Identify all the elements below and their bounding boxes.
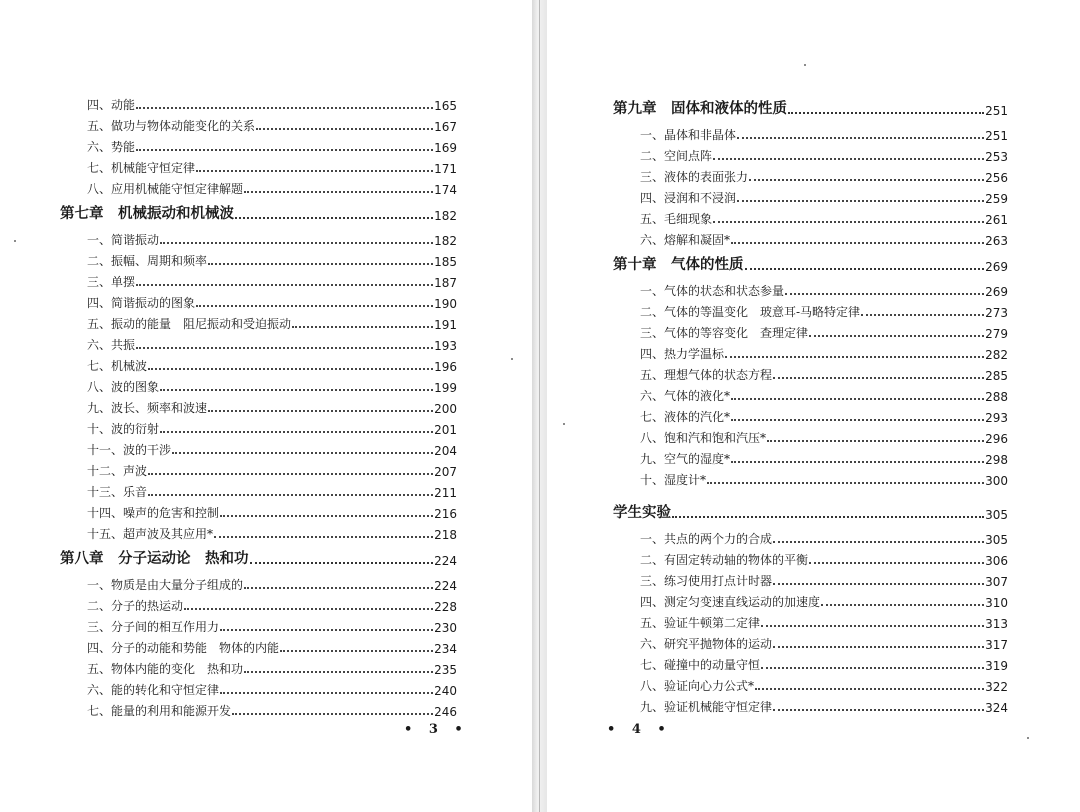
left-page	[0, 0, 532, 812]
section-title: 一、晶体和非晶体	[640, 128, 737, 142]
page-reference: 187	[434, 276, 457, 290]
page-reference: 191	[434, 318, 457, 332]
toc-section-entry	[613, 206, 1008, 227]
toc-section-entry	[60, 374, 457, 395]
section-title: 一、物质是由大量分子组成的	[87, 578, 244, 592]
chapter-title: 第八章 分子运动论 热和功	[60, 550, 249, 567]
toc-section-entry	[613, 568, 1008, 589]
section-title: 八、饱和汽和饱和汽压*	[640, 431, 767, 445]
page-reference: 251	[985, 104, 1008, 118]
table-of-contents-right	[613, 92, 1008, 715]
dot-leader	[773, 695, 984, 711]
section-title: 三、气体的等容变化 查理定律	[640, 326, 809, 340]
page-reference: 288	[985, 390, 1008, 404]
section-title: 三、单摆	[87, 275, 136, 289]
chapter-title: 第九章 固体和液体的性质	[613, 100, 787, 117]
section-title: 七、机械能守恒定律	[87, 161, 196, 175]
dot-leader	[725, 342, 984, 358]
section-title: 二、气体的等温变化 玻意耳-马略特定律	[640, 305, 861, 319]
page-reference: 307	[985, 575, 1008, 589]
page-reference: 228	[434, 600, 457, 614]
page-reference: 285	[985, 369, 1008, 383]
section-title: 五、振动的能量 阻尼振动和受迫振动	[87, 317, 292, 331]
dot-leader	[214, 522, 433, 538]
toc-section-entry	[613, 631, 1008, 652]
section-title: 六、能的转化和守恒定律	[87, 683, 220, 697]
section-title: 十、波的衍射	[87, 422, 160, 436]
toc-section-entry	[60, 113, 457, 134]
page-reference: 234	[434, 642, 457, 656]
page-reference: 256	[985, 171, 1008, 185]
toc-section-entry	[60, 248, 457, 269]
section-title: 三、练习使用打点计时器	[640, 574, 773, 588]
section-title: 八、验证向心力公式*	[640, 679, 755, 693]
section-title: 五、物体内能的变化 热和功	[87, 662, 244, 676]
section-title: 五、毛细现象	[640, 212, 713, 226]
dot-leader	[809, 548, 984, 564]
section-title: 一、气体的状态和状态参量	[640, 284, 785, 298]
dot-leader	[749, 165, 984, 181]
dot-leader	[220, 615, 433, 631]
page-reference: 211	[434, 486, 457, 500]
dot-leader	[731, 228, 984, 244]
scan-speck	[1027, 737, 1029, 739]
dot-leader	[821, 590, 984, 606]
dot-leader	[707, 468, 984, 484]
dot-leader	[767, 426, 984, 442]
dot-leader	[136, 270, 433, 286]
dot-leader	[731, 447, 984, 463]
page-reference: 273	[985, 306, 1008, 320]
page-reference: 305	[985, 508, 1008, 522]
table-of-contents-left	[60, 92, 457, 719]
dot-leader	[731, 384, 984, 400]
toc-section-entry	[60, 500, 457, 521]
section-title: 四、测定匀变速直线运动的加速度	[640, 595, 821, 609]
page-reference: 293	[985, 411, 1008, 425]
dot-leader	[244, 573, 433, 589]
toc-section-entry	[60, 593, 457, 614]
toc-section-entry	[60, 92, 457, 113]
dot-leader	[785, 279, 984, 295]
page-reference: 167	[434, 120, 457, 134]
section-title: 七、能量的利用和能源开发	[87, 704, 232, 718]
section-title: 四、简谐振动的图象	[87, 296, 196, 310]
page-reference: 216	[434, 507, 457, 521]
page-reference: 224	[434, 579, 457, 593]
dot-leader	[196, 291, 433, 307]
toc-section-entry	[613, 694, 1008, 715]
section-title: 八、波的图象	[87, 380, 160, 394]
toc-section-entry	[613, 652, 1008, 673]
section-title: 五、理想气体的状态方程	[640, 368, 773, 382]
page-reference: 200	[434, 402, 457, 416]
page-reference: 185	[434, 255, 457, 269]
page-reference: 240	[434, 684, 457, 698]
toc-section-entry	[613, 341, 1008, 362]
section-title: 六、共振	[87, 338, 136, 352]
toc-section-entry	[60, 572, 457, 593]
chapter-title: 学生实验	[613, 504, 671, 521]
dot-leader	[160, 417, 433, 433]
scan-speck	[14, 240, 16, 242]
page-reference: 193	[434, 339, 457, 353]
page-reference: 269	[985, 285, 1008, 299]
toc-section-entry	[60, 458, 457, 479]
page-reference: 199	[434, 381, 457, 395]
section-title: 二、空间点阵	[640, 149, 713, 163]
dot-leader	[773, 363, 984, 379]
section-title: 五、验证牛顿第二定律	[640, 616, 761, 630]
section-title: 八、应用机械能守恒定律解题	[87, 182, 244, 196]
toc-section-entry	[60, 656, 457, 677]
page-number-left: • 3 •	[404, 722, 469, 737]
section-title: 四、浸润和不浸润	[640, 191, 737, 205]
toc-section-entry	[613, 610, 1008, 631]
dot-leader	[208, 249, 433, 265]
page-reference: 261	[985, 213, 1008, 227]
toc-section-entry	[613, 143, 1008, 164]
section-title: 二、振幅、周期和频率	[87, 254, 208, 268]
toc-section-entry	[60, 311, 457, 332]
dot-leader	[136, 93, 433, 109]
section-title: 十四、噪声的危害和控制	[87, 506, 220, 520]
section-title: 七、液体的汽化*	[640, 410, 731, 424]
page-reference: 246	[434, 705, 457, 719]
page-reference: 174	[434, 183, 457, 197]
section-title: 四、动能	[87, 98, 136, 112]
section-title: 一、简谐振动	[87, 233, 160, 247]
page-reference: 269	[985, 260, 1008, 274]
scan-speck	[563, 423, 565, 425]
toc-chapter-entry	[613, 496, 1008, 522]
toc-section-entry	[60, 521, 457, 542]
section-title: 十三、乐音	[87, 485, 148, 499]
toc-section-entry	[613, 589, 1008, 610]
page-reference: 259	[985, 192, 1008, 206]
toc-section-entry	[60, 614, 457, 635]
page-reference: 298	[985, 453, 1008, 467]
toc-section-entry	[613, 425, 1008, 446]
section-title: 七、碰撞中的动量守恒	[640, 658, 761, 672]
toc-section-entry	[613, 673, 1008, 694]
dot-leader	[737, 123, 984, 139]
toc-section-entry	[60, 698, 457, 719]
page-reference: 313	[985, 617, 1008, 631]
dot-leader	[160, 228, 433, 244]
section-title: 四、热力学温标	[640, 347, 725, 361]
dot-leader	[737, 186, 984, 202]
dot-leader	[761, 653, 984, 669]
dot-leader	[244, 177, 433, 193]
toc-section-entry	[60, 677, 457, 698]
toc-section-entry	[60, 437, 457, 458]
toc-section-entry	[613, 467, 1008, 488]
page-reference: 182	[434, 209, 457, 223]
toc-section-entry	[60, 395, 457, 416]
page-reference: 190	[434, 297, 457, 311]
page-reference: 300	[985, 474, 1008, 488]
section-title: 六、气体的液化*	[640, 389, 731, 403]
toc-section-entry	[613, 383, 1008, 404]
dot-leader	[220, 678, 433, 694]
page-reference: 279	[985, 327, 1008, 341]
section-title: 二、分子的热运动	[87, 599, 184, 613]
page-reference: 169	[434, 141, 457, 155]
dot-leader	[809, 321, 984, 337]
dot-leader	[731, 405, 984, 421]
dot-leader	[172, 438, 433, 454]
section-title: 四、分子的动能和势能 物体的内能	[87, 641, 280, 655]
dot-leader	[713, 144, 984, 160]
toc-section-entry	[613, 404, 1008, 425]
toc-section-entry	[613, 227, 1008, 248]
dot-leader	[220, 501, 433, 517]
toc-spacer	[613, 488, 1008, 496]
toc-chapter-entry	[60, 197, 457, 223]
right-page	[547, 0, 1080, 812]
chapter-title: 第十章 气体的性质	[613, 256, 744, 273]
dot-leader	[755, 674, 984, 690]
toc-section-entry	[60, 155, 457, 176]
page-reference: 317	[985, 638, 1008, 652]
section-title: 二、有固定转动轴的物体的平衡	[640, 553, 809, 567]
toc-section-entry	[613, 446, 1008, 467]
scan-speck	[511, 358, 513, 360]
page-reference: 282	[985, 348, 1008, 362]
dot-leader	[280, 636, 433, 652]
toc-section-entry	[613, 526, 1008, 547]
page-reference: 207	[434, 465, 457, 479]
section-title: 十一、波的干涉	[87, 443, 172, 457]
page-reference: 310	[985, 596, 1008, 610]
dot-leader	[148, 354, 433, 370]
dot-leader	[292, 312, 433, 328]
page-reference: 165	[434, 99, 457, 113]
page-reference: 224	[434, 554, 457, 568]
toc-section-entry	[60, 290, 457, 311]
dot-leader	[136, 135, 433, 151]
toc-section-entry	[613, 362, 1008, 383]
dot-leader	[136, 333, 433, 349]
dot-leader	[861, 300, 984, 316]
dot-leader	[773, 527, 984, 543]
dot-leader	[148, 459, 433, 475]
section-title: 一、共点的两个力的合成	[640, 532, 773, 546]
dot-leader	[745, 254, 985, 270]
toc-section-entry	[60, 134, 457, 155]
toc-section-entry	[613, 122, 1008, 143]
page-reference: 230	[434, 621, 457, 635]
page-reference: 324	[985, 701, 1008, 715]
dot-leader	[148, 480, 433, 496]
toc-chapter-entry	[613, 92, 1008, 118]
page-reference: 322	[985, 680, 1008, 694]
section-title: 六、势能	[87, 140, 136, 154]
section-title: 九、波长、频率和波速	[87, 401, 208, 415]
dot-leader	[672, 502, 984, 518]
toc-section-entry	[60, 227, 457, 248]
page-number-right: • 4 •	[607, 722, 672, 737]
dot-leader	[235, 203, 433, 219]
page-reference: 263	[985, 234, 1008, 248]
dot-leader	[208, 396, 433, 412]
page-reference: 218	[434, 528, 457, 542]
dot-leader	[761, 611, 984, 627]
toc-chapter-entry	[60, 542, 457, 568]
toc-section-entry	[60, 416, 457, 437]
dot-leader	[788, 98, 984, 114]
section-title: 九、空气的湿度*	[640, 452, 731, 466]
toc-section-entry	[60, 353, 457, 374]
section-title: 六、熔解和凝固*	[640, 233, 731, 247]
toc-section-entry	[60, 332, 457, 353]
dot-leader	[184, 594, 433, 610]
section-title: 六、研究平抛物体的运动	[640, 637, 773, 651]
dot-leader	[773, 569, 984, 585]
toc-section-entry	[613, 278, 1008, 299]
toc-section-entry	[613, 547, 1008, 568]
dot-leader	[244, 657, 433, 673]
page-reference: 204	[434, 444, 457, 458]
toc-section-entry	[60, 269, 457, 290]
dot-leader	[232, 699, 433, 715]
page-reference: 251	[985, 129, 1008, 143]
section-title: 十五、超声波及其应用*	[87, 527, 214, 541]
toc-section-entry	[613, 320, 1008, 341]
dot-leader	[196, 156, 433, 172]
page-divider	[539, 0, 540, 812]
dot-leader	[160, 375, 433, 391]
dot-leader	[773, 632, 984, 648]
dot-leader	[256, 114, 433, 130]
page-reference: 305	[985, 533, 1008, 547]
scan-speck	[804, 64, 806, 66]
page-reference: 201	[434, 423, 457, 437]
chapter-title: 第七章 机械振动和机械波	[60, 205, 234, 222]
page-reference: 196	[434, 360, 457, 374]
toc-section-entry	[613, 185, 1008, 206]
page-reference: 306	[985, 554, 1008, 568]
toc-chapter-entry	[613, 248, 1008, 274]
toc-section-entry	[613, 164, 1008, 185]
section-title: 十、湿度计*	[640, 473, 707, 487]
section-title: 十二、声波	[87, 464, 148, 478]
section-title: 三、分子间的相互作用力	[87, 620, 220, 634]
page-reference: 253	[985, 150, 1008, 164]
dot-leader	[713, 207, 984, 223]
page-reference: 182	[434, 234, 457, 248]
toc-section-entry	[60, 479, 457, 500]
section-title: 七、机械波	[87, 359, 148, 373]
toc-section-entry	[60, 635, 457, 656]
page-reference: 319	[985, 659, 1008, 673]
dot-leader	[250, 548, 434, 564]
page-reference: 235	[434, 663, 457, 677]
page-reference: 296	[985, 432, 1008, 446]
toc-section-entry	[60, 176, 457, 197]
page-reference: 171	[434, 162, 457, 176]
section-title: 九、验证机械能守恒定律	[640, 700, 773, 714]
section-title: 三、液体的表面张力	[640, 170, 749, 184]
section-title: 五、做功与物体动能变化的关系	[87, 119, 256, 133]
toc-section-entry	[613, 299, 1008, 320]
